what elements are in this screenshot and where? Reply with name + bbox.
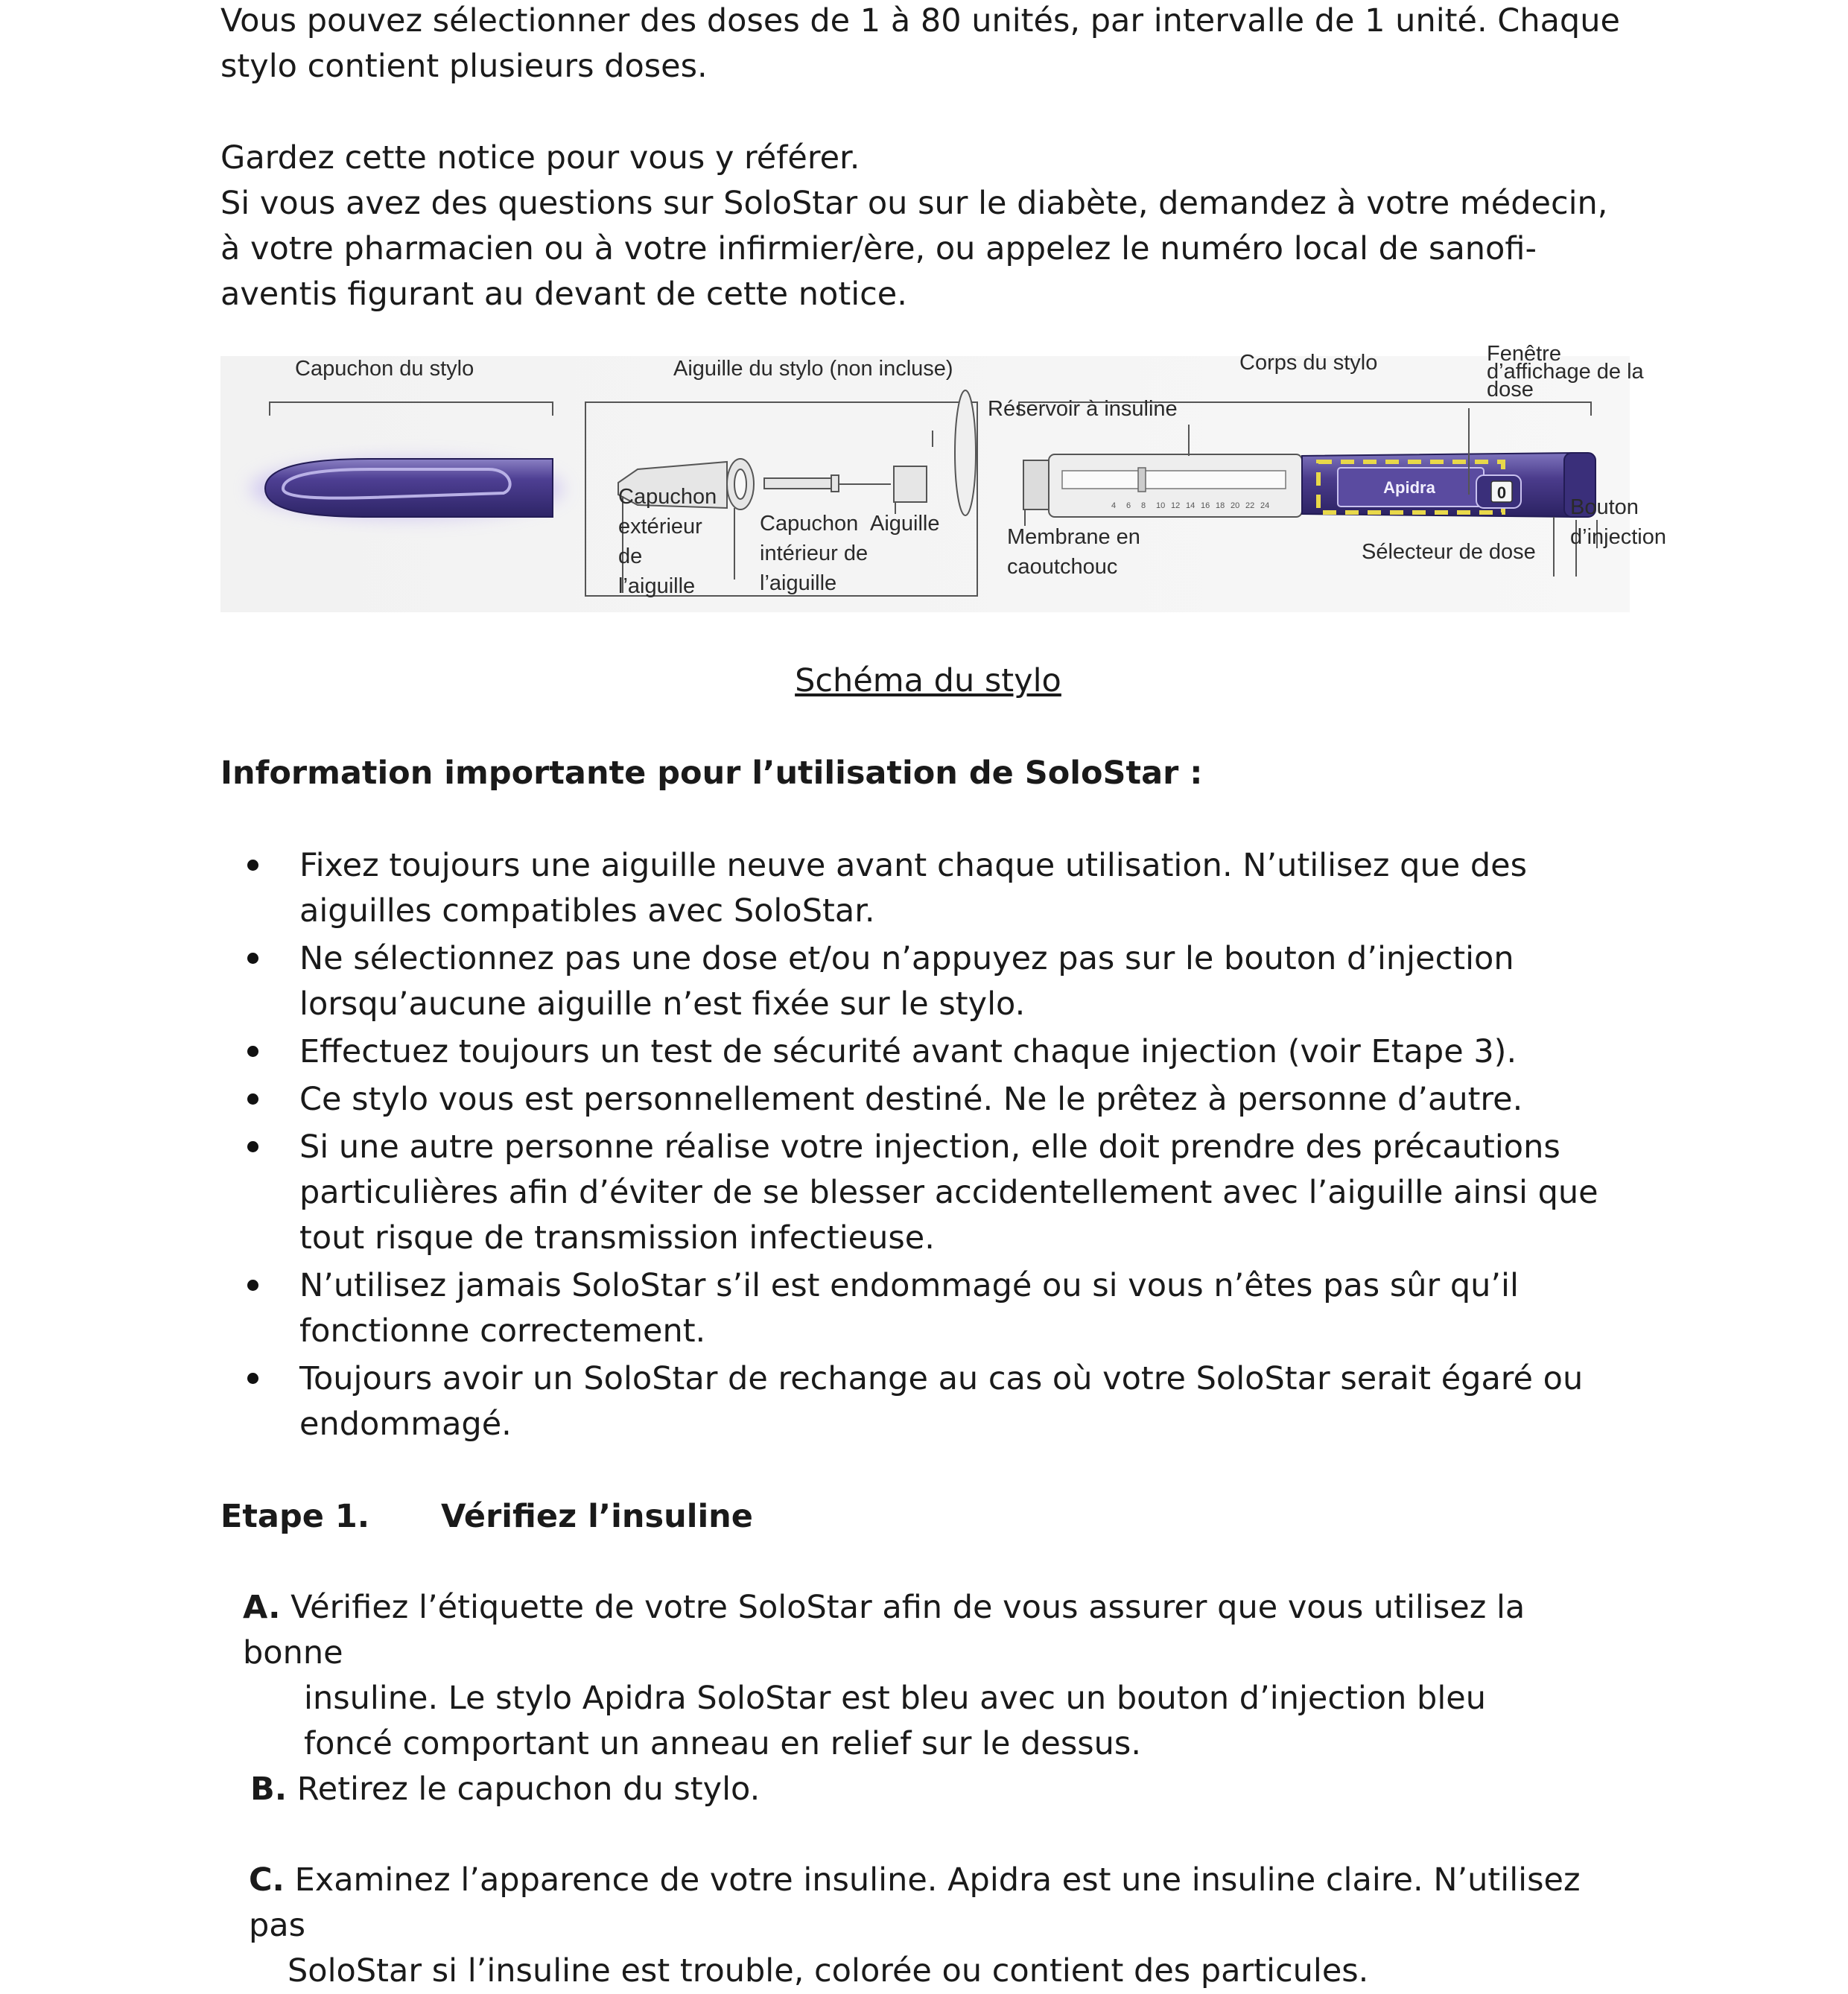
bullet-icon <box>247 1093 258 1105</box>
list-item: Fixez toujours une aiguille neuve avant chaque utilisation. N’utilisez que des aiguilles compatibles avec SoloStar. <box>220 843 1636 934</box>
label-outer-cap-line2: extérieur <box>618 515 702 539</box>
scale-tick-label: 8 <box>1141 501 1146 510</box>
scale-tick-label: 10 <box>1156 501 1166 510</box>
label-outer-cap-line1: Capuchon <box>618 485 717 509</box>
list-item: Ce stylo vous est personnellement destiné. Ne le prêtez à personne d’autre. <box>220 1077 1636 1123</box>
label-pen-body: Corps du stylo <box>1239 351 1378 375</box>
label-reservoir: Réservoir à insuline <box>988 397 1178 421</box>
list-item: Si une autre personne réalise votre injection, elle doit prendre des précautions particulières afin d’éviter de se blesser accidentellement avec l’aiguille ainsi que tout risque de transmission infectieuse. <box>220 1125 1636 1261</box>
scale-tick-label: 24 <box>1260 501 1270 510</box>
list-item: Toujours avoir un SoloStar de rechange au cas où votre SoloStar serait égaré ou endommagé. <box>220 1356 1636 1447</box>
pen-diagram-svg <box>220 342 1666 612</box>
scale-tick-label: 4 <box>1111 501 1117 510</box>
notice-block <box>220 136 1636 317</box>
label-pen-cap: Capuchon du stylo <box>295 357 474 381</box>
pen-body-drawing <box>1023 453 1595 517</box>
bullet-icon <box>247 1141 258 1152</box>
scale-tick-label: 12 <box>1171 501 1181 510</box>
step-title: Vérifiez l’insuline <box>441 1498 753 1535</box>
scale-tick-label: 14 <box>1186 501 1196 510</box>
bullet-icon <box>247 1046 258 1057</box>
label-needle-part: Aiguille <box>870 512 940 536</box>
label-inner-cap-line2: intérieur de <box>760 542 869 565</box>
list-item: Ne sélectionnez pas une dose et/ou n’appuyez pas sur le bouton d’injection lorsqu’aucune aiguille n’est fixée sur le stylo. <box>220 936 1636 1027</box>
dose-display-value: 0 <box>1496 483 1507 502</box>
label-membrane-line1: Membrane en <box>1007 525 1140 549</box>
questions-text: Si vous avez des questions sur SoloStar ou sur le diabète, demandez à votre médecin, à votre pharmacien ou à votre infirmier/ère, ou appelez le numéro local de sanofi-aventis figurant au devant de cette notice. <box>220 185 1608 313</box>
bullet-icon <box>247 1373 258 1384</box>
important-list <box>220 843 1636 1450</box>
label-membrane-line2: caoutchouc <box>1007 555 1118 579</box>
label-inner-cap-line1: Capuchon <box>760 512 859 536</box>
instruction-letter: B. <box>250 1771 288 1808</box>
instruction-a: A. Vérifiez l’étiquette de votre SoloStar afin de vous assurer que vous utilisez la bonne insuline. Le stylo Apidra SoloStar est bleu avec un bouton d’injection bleu foncé comportant un anneau en relief sur le dessus. <box>243 1589 1525 1762</box>
pen-diagram <box>220 342 1666 612</box>
label-dose-window-line3: dose <box>1487 378 1534 401</box>
bullet-icon <box>247 953 258 964</box>
step-heading <box>220 1494 753 1540</box>
label-dose-window-line1: Fenêtre <box>1487 342 1561 366</box>
label-outer-cap-line3: de <box>618 544 643 568</box>
important-heading: Information importante pour l’utilisation de SoloStar : <box>220 755 1203 792</box>
scale-tick-label: 6 <box>1126 501 1131 510</box>
label-injection-button-line1: Bouton <box>1570 495 1639 519</box>
label-dose-selector: Sélecteur de dose <box>1362 540 1536 564</box>
list-item: N’utilisez jamais SoloStar s’il est endommagé ou si vous n’êtes pas sûr qu’il fonctionne correctement. <box>220 1263 1636 1354</box>
pen-cap-drawing <box>250 459 563 518</box>
bullet-icon <box>247 1280 258 1291</box>
label-inner-cap-line3: l’aiguille <box>760 571 837 595</box>
instruction-c: C. Examinez l’apparence de votre insuline. Apidra est une insuline claire. N’utilisez pas SoloStar si l’insuline est trouble, colorée ou contient des particules. <box>249 1861 1581 1990</box>
scale-tick-label: 22 <box>1245 501 1255 510</box>
label-needle: Aiguille du stylo (non incluse) <box>673 357 953 381</box>
instruction-b: B. Retirez le capuchon du stylo. <box>250 1771 761 1808</box>
label-injection-button-line2: d’injection <box>1570 525 1666 549</box>
intro-paragraph: Vous pouvez sélectionner des doses de 1 à 80 unités, par intervalle de 1 unité. Chaque stylo contient plusieurs doses. <box>220 2 1620 85</box>
list-item: Effectuez toujours un test de sécurité avant chaque injection (voir Etape 3). <box>220 1029 1636 1075</box>
scale-tick-label: 20 <box>1231 501 1240 510</box>
brand-label: Apidra <box>1383 478 1435 497</box>
diagram-caption: Schéma du stylo <box>795 662 1061 699</box>
scale-tick-label: 16 <box>1201 501 1210 510</box>
bullet-icon <box>247 860 258 871</box>
label-dose-window-line2: d’affichage de la <box>1487 360 1644 384</box>
scale-tick-label: 18 <box>1216 501 1225 510</box>
instruction-letter: C. <box>249 1861 285 1899</box>
step-number: Etape 1. <box>220 1498 370 1535</box>
keep-notice-text: Gardez cette notice pour vous y référer. <box>220 139 860 177</box>
label-outer-cap-line4: l’aiguille <box>618 574 696 598</box>
instruction-letter: A. <box>243 1589 281 1626</box>
